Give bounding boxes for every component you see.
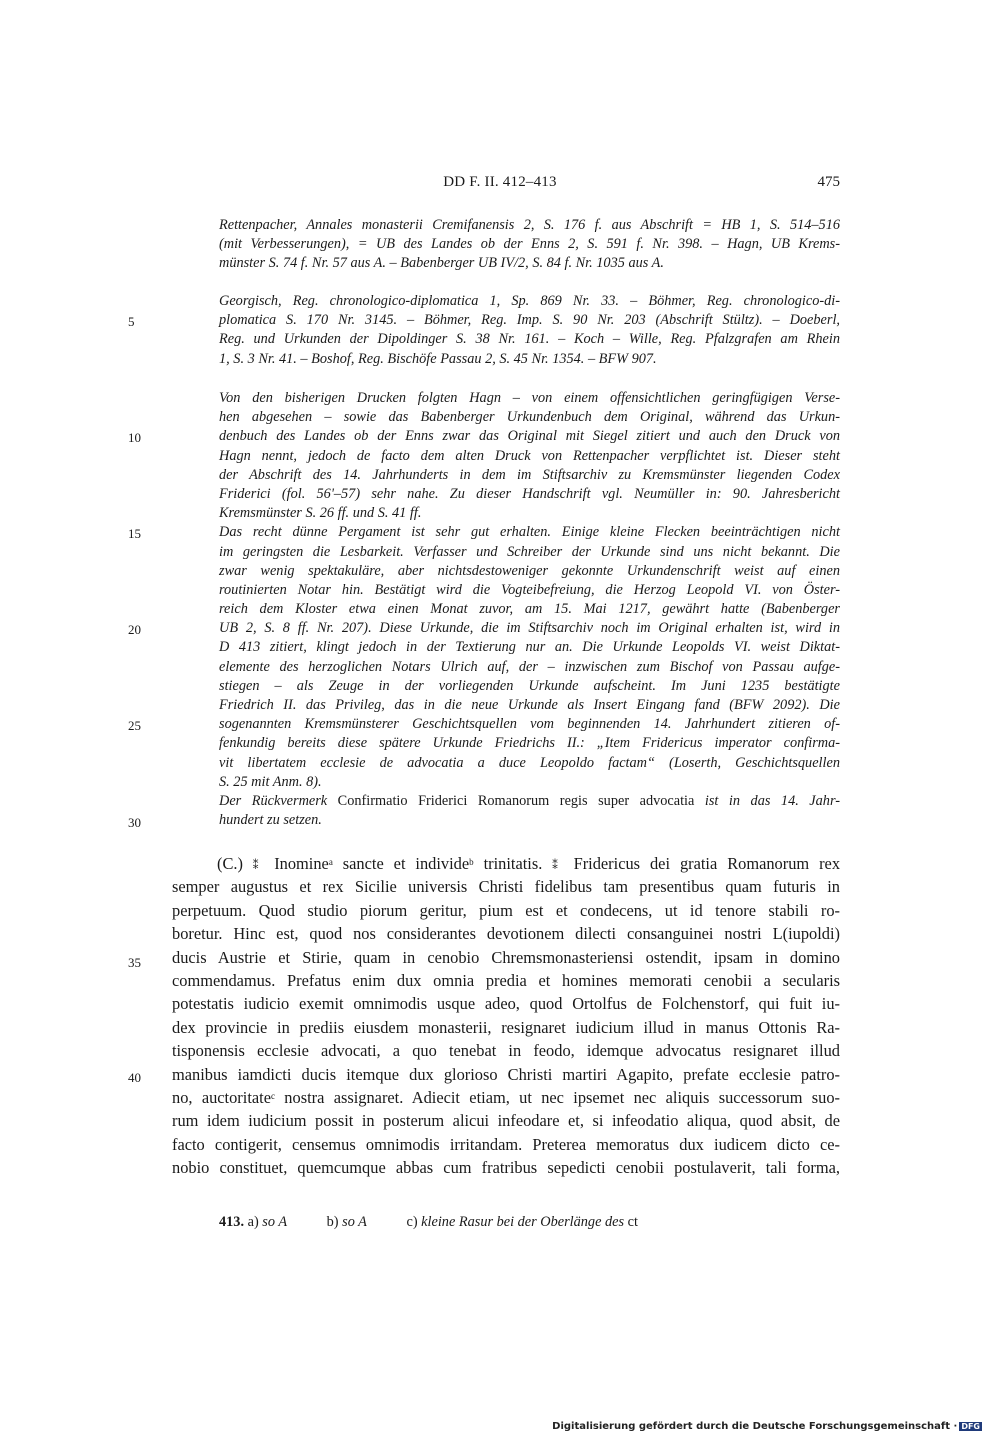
line-number: 15 [128,526,141,541]
commentary-line: Das recht dünne Pergament ist sehr gut erhalten. Einige kleine Flecken beeinträchtigen nicht [219,524,840,541]
commentary-line: S. 25 mit Anm. 8). [219,773,322,790]
footnote-label: a) [247,1214,259,1230]
dfg-credit [552,1421,982,1432]
footnotes [219,1212,638,1232]
page-number: 475 [817,174,840,190]
footnote-text: kleine Rasur bei der Oberlänge des [421,1214,625,1230]
commentary-line: denbuch des Landes ob der Enns zwar das Original mit Siegel zitiert und auch den Druck von [219,428,840,445]
commentary-line: Hagn nennt, jedoch de facto dem alten Druck von Rettenpacher verpflichtet ist. Dieser steht [219,447,840,464]
dfg-logo: DFG [961,1421,980,1431]
dorsal-suffix: ist in das 14. Jahr- [694,792,840,809]
commentary-line: Kremsmünster S. 26 ff. und S. 41 ff. [219,505,422,522]
credit-text: Digitalisierung gefördert durch die Deutsche Forschungsgemeinschaft · [552,1421,958,1432]
chrismon-icon: ⁑ [552,860,564,872]
charter-line: rum idem iudicium possit in posterum alicui infeodare et, si infeodatio aliqua, quod absit, de [172,1111,840,1131]
footnote-label: b) [326,1214,339,1230]
commentary-line: vit libertatem ecclesie de advocatia a duce Leopoldo factam“ (Loserth, Geschichtsquellen [219,754,840,771]
charter-fragment: Fridericus dei gratia Romanorum rex [563,854,841,873]
commentary-line: Von den bisherigen Drucken folgten Hagn – von einem offensichtlichen geringfügigen Verse- [219,390,840,406]
line-number: 5 [128,314,135,329]
commentary-line: routinierten Notar hin. Bestätigt wird die Vogteibefreiung, die Herzog Leopold VI. von Öster- [219,581,840,598]
commentary-line: sogenannten Kremsmünsterer Geschichtsquellen vom beginnenden 14. Jahrhundert zitieren of- [219,716,840,733]
footnote-number: 413. [219,1214,245,1230]
charter-line [172,852,840,875]
editions-line: (mit Verbesserungen), = UB des Landes ob der Enns 2, S. 591 f. Nr. 398. – Hagn, UB Krems- [219,236,840,253]
commentary-line: fenkundig bereits diese spätere Urkunde Friedrichs II.: „Item Fridericus imperator confirma- [219,735,840,752]
charter-line: ducis Austrie et Stirie, quam in cenobio Chremsmonasteriensi ostendit, ipsam in domino [172,947,840,967]
dorsal-quote: Confirmatio Friderici Romanorum regis super advocatia [337,792,695,809]
footnote-text: so A [262,1214,288,1230]
dorsal-prefix: Der Rückvermerk [219,792,338,809]
charter-fragment: nostra assignaret. Adiecit etiam, ut nec ipsemet nec aliquis successorum suo- [274,1087,840,1107]
line-number: 25 [128,718,141,733]
footnote-word: ct [627,1214,638,1230]
commentary-line: reich dem Kloster etwa einen Monat zuvor, am 15. Mai 1217, gewährt hatte (Babenberger [219,601,840,618]
footnote-marker: c [270,1090,275,1101]
footnote-marker: b [469,857,474,867]
regesta-line: Georgisch, Reg. chronologico-diplomatica 1, Sp. 869 Nr. 33. – Böhmer, Reg. chronologico-di- [219,293,840,309]
charter-line: commendamus. Prefatus enim dux omnia predia et homines memorati cenobii a secularis [172,970,840,990]
charter-line: facto contigerit, censemus omnimodis irritandam. Preterea memoratus dux iudicem dicto ce- [172,1134,840,1154]
footnote-marker: a [328,857,333,867]
line-number: 20 [128,622,141,637]
charter-fragment: no, auctoritate [172,1087,271,1107]
page-header [0,174,1000,196]
commentary-line: elemente des herzoglichen Notars Ulrich auf, der – inzwischen zum Bischof von Passau aufge- [219,658,840,675]
commentary-line: zwar wenig spektakuläre, aber nichtsdestoweniger gekonnte Urkundenschrift weist auf einen [219,562,840,579]
regesta-line: 1, S. 3 Nr. 41. – Boshof, Reg. Bischöfe Passau 2, S. 45 Nr. 1354. – BFW 907. [219,350,657,367]
regesta-block [219,292,840,369]
charter-line: semper augustus et rex Sicilie universis Christi fidelibus tam presentibus quam futuris in [172,877,840,897]
chrismon-icon: ⁑ [252,860,265,872]
running-head: DD F. II. 412–413 [443,174,557,190]
charter-line: perpetuum. Quod studio piorum geritur, pium est et condecens, ut id tenore stabili ro- [172,900,840,920]
charter-line: dex provincie in prediis eiusdem monasterii, resignaret iudicium illud in manus Ottonis Ra- [172,1017,840,1037]
line-number: 30 [128,815,141,830]
commentary-line: Friderici (fol. 56'–57) sehr nahe. Zu dieser Handschrift vgl. Neumüller in: 90. Jahresbericht [219,485,840,502]
regesta-line: plomatica S. 170 Nr. 3145. – Böhmer, Reg. Imp. S. 90 Nr. 203 (Abschrift Stültz). – Doeberl, [219,312,840,329]
footnote-text: so A [342,1214,367,1230]
commentary-line: im geringsten die Lesbarkeit. Verfasser und Schreiber der Urkunde sind uns nicht bekannt. Die [219,543,840,560]
footnote-a [248,1214,287,1230]
line-number: 35 [128,955,141,970]
dorsal-note-line: hundert zu setzen. [219,812,322,829]
charter-line: boretur. Hinc est, quod nos considerantes devotionem dilecti consanguinei nostri L(iupoldi) [172,924,840,944]
commentary-line: der Abschrift des 14. Jahrhunderts in dem im Stiftsarchiv zu Kremsmünster liegenden Codex [219,466,840,483]
editions-block [219,216,840,274]
footnote-label: c) [406,1214,418,1230]
charter-fragment: sancte et individe [332,854,470,873]
charter-line: tisponensis ecclesie advocati, a quo tenebat in feodo, idemque advocatus resignaret illud [172,1041,840,1061]
editions-line: Rettenpacher, Annales monasterii Cremifanensis 2, S. 176 f. aus Abschrift = HB 1, S. 514–516 [219,217,840,233]
editions-line: münster S. 74 f. Nr. 57 aus A. – Babenberger UB IV/2, S. 84 f. Nr. 1035 aus A. [219,255,664,272]
charter-line: manibus iamdicti ducis itemque dux glorioso Christi martiri Agapito, prefate ecclesie patro- [172,1064,840,1084]
charter-line [172,1086,840,1109]
commentary-line: UB 2, S. 8 ff. Nr. 207). Diese Urkunde, die im Stiftsarchiv noch im Original erhalten ist, wird in [219,620,840,637]
footnote-b [327,1214,367,1230]
charter-fragment: (C.) [217,854,253,873]
charter-line: potestatis iudicio exemit omnimodis usque adeo, quod Ortolfus de Folchenstorf, qui fuit iu- [172,994,840,1014]
commentary-line: Friedrich II. das Privileg, das in die neue Urkunde als Insert Eingang fand (BFW 2092). Die [219,697,840,713]
commentary-line: stiegen – als Zeuge in der vorliegenden Urkunde aufscheint. Im Juni 1235 bestätigte [219,677,840,694]
charter-text [172,852,840,1179]
charter-line: nobio constituet, quemcumque abbas cum fratribus sepedicti cenobii postulaverit, tali forma, [172,1158,840,1178]
commentary-line: D 413 zitiert, klingt jedoch in der Textierung nur an. Die Urkunde Leopolds VI. weist Diktat- [219,639,840,656]
charter-fragment: trinitatis. [473,854,553,873]
dorsal-note-line [219,792,840,811]
regesta-line: Reg. und Urkunden der Dipoldinger S. 38 Nr. 161. – Koch – Wille, Reg. Pfalzgrafen am Rhein [219,331,840,348]
line-number: 40 [128,1070,141,1085]
line-number: 10 [128,430,141,445]
commentary-line: hen abgesehen – sowie das Babenberger Urkundenbuch dem Original, während das Urkun- [219,409,840,426]
footnote-c [406,1214,637,1230]
charter-fragment: Inomine [264,854,329,873]
commentary-block [219,389,840,830]
